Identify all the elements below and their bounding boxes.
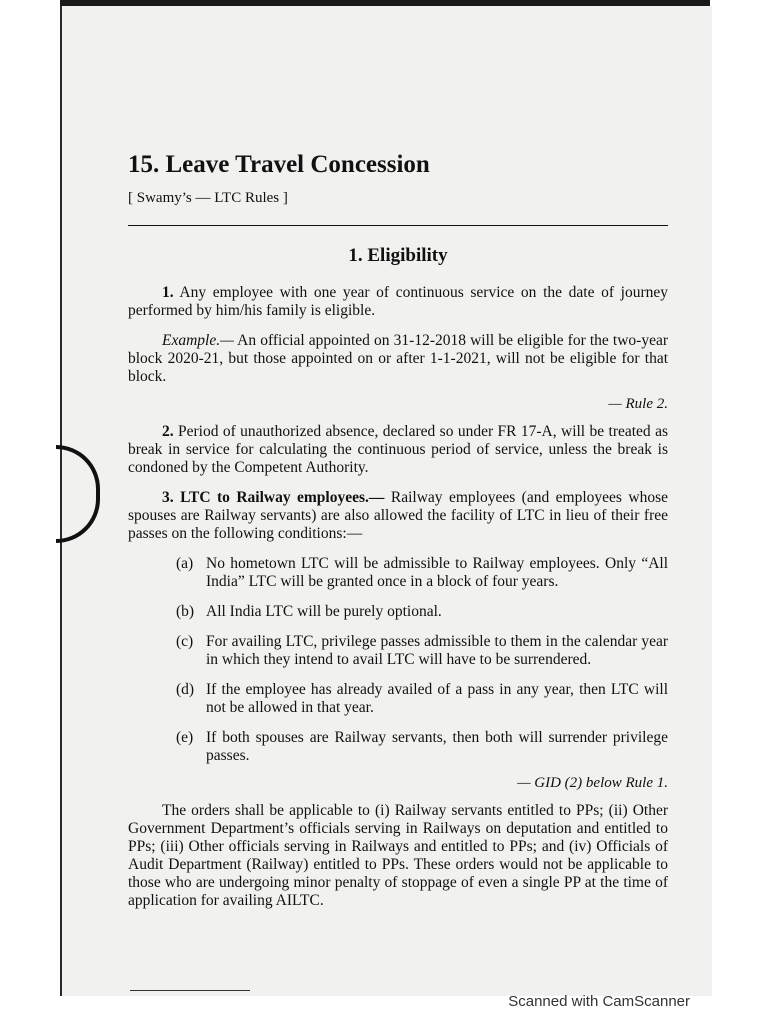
- paragraph-2-number: 2.: [162, 423, 174, 440]
- example-paragraph: [128, 332, 668, 386]
- chapter-title: 15. Leave Travel Concession: [128, 151, 430, 178]
- condition-b: [176, 603, 668, 621]
- condition-d: [176, 681, 668, 717]
- condition-marker: (d): [176, 681, 195, 698]
- paragraph-2: [128, 423, 668, 477]
- condition-text: No hometown LTC will be admissible to Railway employees. Only “All India” LTC will be granted once in a block of four years.: [206, 555, 668, 590]
- paragraph-3-text: Railway employees (and employees whose spouses are Railway servants) are also allowed the facility of LTC in lieu of their free passes on the following conditions:—: [128, 489, 669, 542]
- scanner-watermark: Scanned with CamScanner: [508, 993, 690, 1010]
- condition-marker: (b): [176, 603, 195, 620]
- rule-citation: — Rule 2.: [608, 396, 668, 412]
- section-heading: 1. Eligibility: [348, 245, 448, 266]
- paragraph-3-heading: LTC to Railway employees.—: [180, 489, 385, 506]
- condition-text: If the employee has already availed of a pass in any year, then LTC will not be allowed in that year.: [206, 681, 668, 716]
- page-content: [128, 150, 668, 922]
- paragraph-1: [128, 284, 668, 320]
- condition-e: [176, 729, 668, 765]
- condition-marker: (e): [176, 729, 194, 746]
- condition-a: [176, 555, 668, 591]
- paragraph-1-text: Any employee with one year of continuous service on the date of journey performed by him/his family is eligible.: [128, 284, 668, 319]
- condition-marker: (a): [176, 555, 194, 572]
- condition-c: [176, 633, 668, 669]
- chapter-source: [ Swamy’s — LTC Rules ]: [128, 190, 288, 206]
- footer-rule: [130, 990, 250, 991]
- condition-text: All India LTC will be purely optional.: [206, 603, 442, 620]
- paragraph-2-text: Period of unauthorized absence, declared so under FR 17-A, will be treated as break in service for calculating the continuous period of service, unless the break is condoned by the Competent Authority.: [128, 423, 668, 476]
- divider: [128, 225, 668, 226]
- paragraph-1-number: 1.: [162, 284, 174, 301]
- condition-text: For availing LTC, privilege passes admissible to them in the calendar year in which they intend to avail LTC will have to be surrendered.: [206, 633, 668, 668]
- gid-citation: — GID (2) below Rule 1.: [517, 775, 668, 791]
- orders-paragraph: The orders shall be applicable to (i) Railway servants entitled to PPs; (ii) Other Government Department’s officials serving in Railways on deputation and entitled to PPs; (iii) Other officials serving in Railways and entitled to PPs; and (iv) Officials of Audit Department (Railway) entitled to PPs. These orders would not be applicable to those who are undergoing minor penalty of stoppage of even a single PP at the time of application for availing AILTC.: [128, 802, 668, 909]
- paragraph-3-number: 3.: [162, 489, 174, 506]
- condition-marker: (c): [176, 633, 194, 650]
- paragraph-3: [128, 489, 668, 543]
- example-label: Example.—: [162, 332, 234, 349]
- example-text: An official appointed on 31-12-2018 will be eligible for the two-year block 2020-21, but those appointed on or after 1-1-2021, will not be eligible for that block.: [128, 332, 668, 385]
- condition-text: If both spouses are Railway servants, then both will surrender privilege passes.: [206, 729, 668, 764]
